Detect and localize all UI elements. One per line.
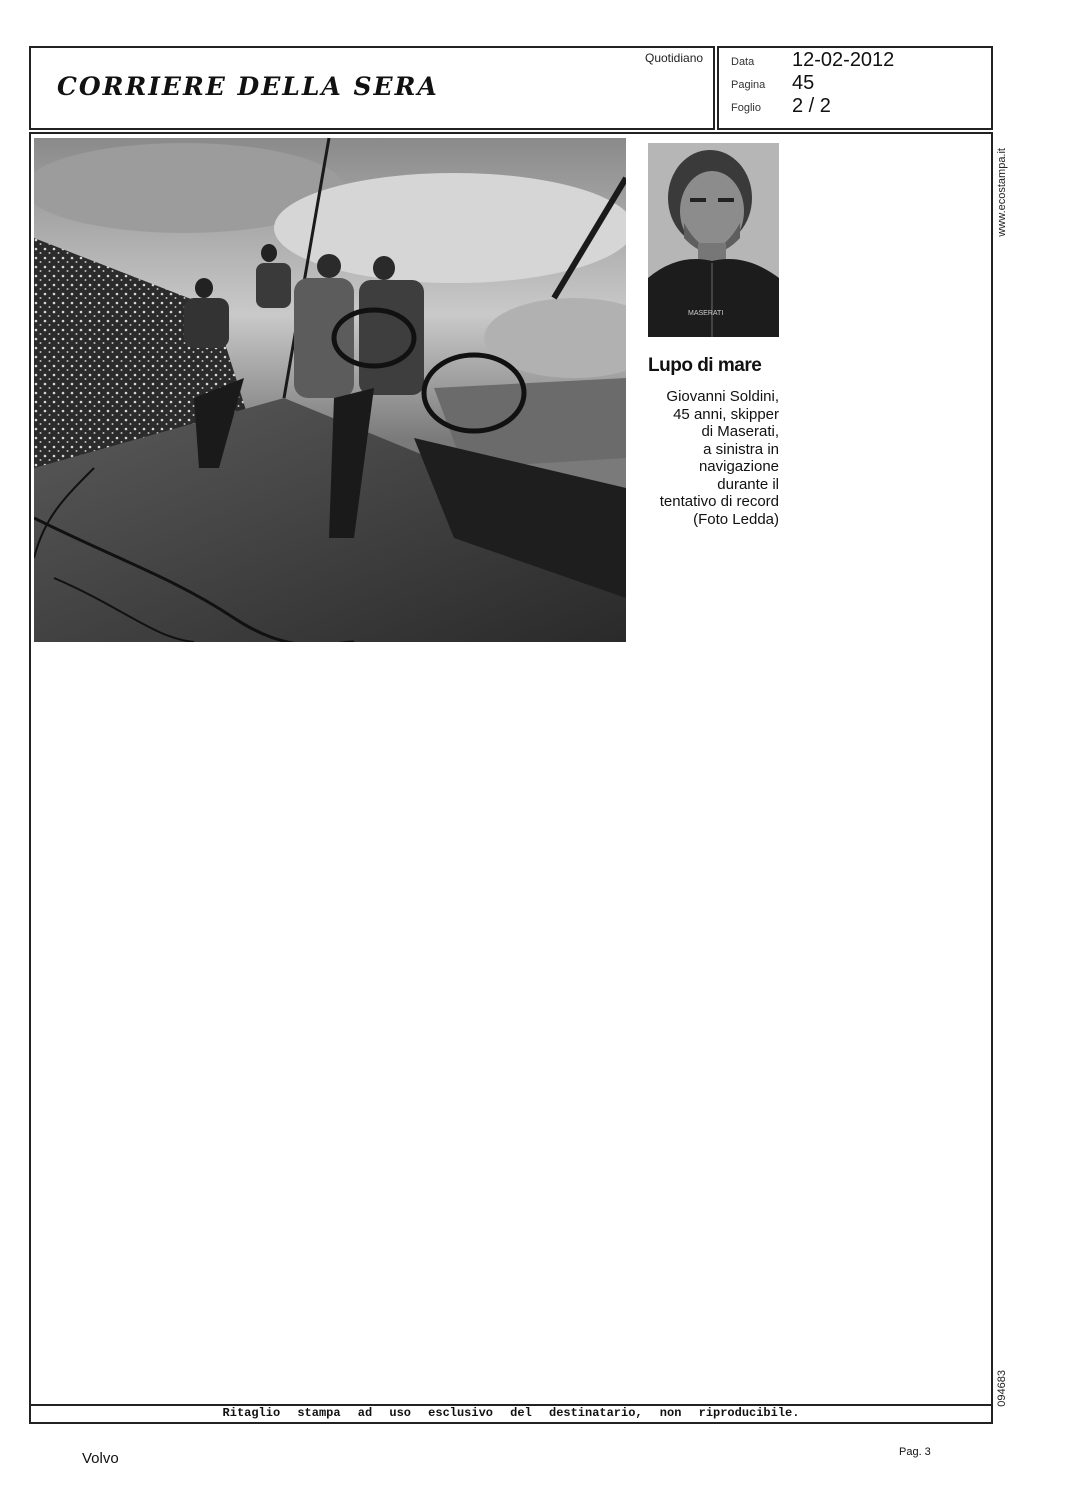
- caption-title: Lupo di mare: [648, 355, 762, 376]
- meta-value-foglio: 2 / 2: [792, 95, 831, 117]
- meta-value-pagina: 45: [792, 72, 815, 94]
- footer-client: Volvo: [82, 1450, 119, 1467]
- side-url-text: www.ecostampa.it: [996, 148, 1008, 237]
- portrait-photo: [648, 143, 779, 337]
- caption-text: [640, 388, 779, 528]
- caption-line: Giovanni Soldini,: [666, 388, 779, 405]
- meta-label-pagina: Pagina: [731, 79, 766, 91]
- caption-line: 45 anni, skipper: [673, 405, 779, 423]
- caption-line: tentativo di record: [659, 493, 779, 510]
- meta-label-data: Data: [731, 56, 755, 68]
- side-code-text: 094683: [996, 1370, 1008, 1407]
- jacket-text: MASERATI: [688, 310, 724, 317]
- sailing-photo: [34, 138, 626, 642]
- meta-value-data: 12-02-2012: [792, 49, 895, 71]
- masthead: CORRIERE DELLA SERA: [57, 72, 439, 101]
- publication-type: Quotidiano: [645, 51, 704, 65]
- disclaimer-text: Ritaglio stampa ad uso esclusivo del destinatario, non riproducibile.: [222, 1406, 800, 1420]
- caption-line: durante il: [717, 475, 779, 493]
- caption-line: di Maserati,: [701, 423, 779, 440]
- side-url: [996, 148, 1010, 248]
- caption-line: a sinistra in: [703, 440, 779, 458]
- meta-label-foglio: Foglio: [731, 102, 761, 114]
- caption-line: navigazione: [698, 458, 779, 475]
- side-code: [996, 1370, 1010, 1410]
- caption-line: (Foto Ledda): [693, 510, 779, 528]
- footer-page-number: Pag. 3: [899, 1446, 931, 1458]
